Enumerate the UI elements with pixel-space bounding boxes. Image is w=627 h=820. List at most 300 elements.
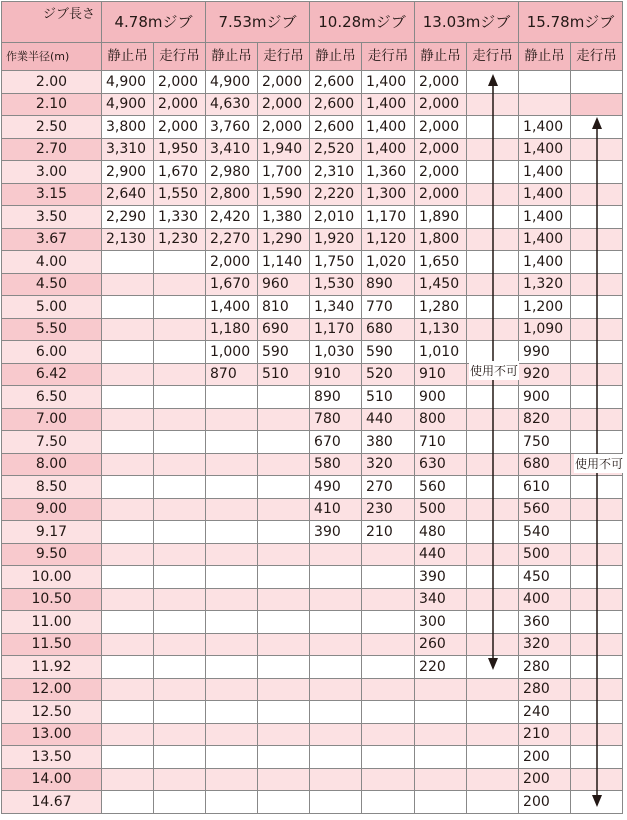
static-lift-header: 静止吊	[310, 43, 362, 71]
radius-cell: 5.00	[2, 296, 102, 319]
travel-load-cell	[154, 386, 206, 409]
table-row	[2, 116, 623, 139]
travel-load-cell: 1,380	[258, 206, 310, 229]
unusable-label-15m: 使用不可	[574, 454, 624, 473]
travel-load-cell	[362, 723, 415, 746]
travel-load-cell	[467, 701, 519, 724]
travel-load-cell: 810	[258, 296, 310, 319]
radius-cell: 3.15	[2, 183, 102, 206]
static-load-cell: 2,000	[415, 93, 467, 116]
travel-load-cell: 1,400	[362, 116, 415, 139]
static-load-cell: 990	[519, 341, 571, 364]
static-load-cell: 1,530	[310, 273, 362, 296]
static-load-cell: 1,650	[415, 251, 467, 274]
static-load-cell: 2,010	[310, 206, 362, 229]
static-load-cell: 610	[519, 476, 571, 499]
static-load-cell	[102, 746, 154, 769]
static-load-cell	[206, 521, 258, 544]
static-load-cell: 410	[310, 498, 362, 521]
static-load-cell: 390	[415, 566, 467, 589]
table-row	[2, 273, 623, 296]
radius-cell: 12.50	[2, 701, 102, 724]
travel-load-cell	[258, 521, 310, 544]
travel-load-cell	[467, 678, 519, 701]
table-row	[2, 701, 623, 724]
table-row	[2, 161, 623, 184]
static-load-cell: 2,600	[310, 93, 362, 116]
travel-load-cell	[362, 633, 415, 656]
static-load-cell: 340	[415, 588, 467, 611]
travel-load-cell: 520	[362, 363, 415, 386]
travel-load-cell	[258, 723, 310, 746]
travel-load-cell	[154, 723, 206, 746]
static-load-cell: 220	[415, 656, 467, 679]
static-load-cell	[102, 318, 154, 341]
table-row	[2, 431, 623, 454]
static-load-cell	[206, 701, 258, 724]
table-row	[2, 251, 623, 274]
static-load-cell: 2,600	[310, 116, 362, 139]
travel-load-cell	[258, 386, 310, 409]
radius-cell: 2.70	[2, 138, 102, 161]
static-load-cell	[310, 678, 362, 701]
travel-load-cell: 230	[362, 498, 415, 521]
travel-load-cell	[154, 431, 206, 454]
static-load-cell	[206, 408, 258, 431]
static-load-cell: 750	[519, 431, 571, 454]
radius-cell: 4.50	[2, 273, 102, 296]
travel-load-cell	[154, 498, 206, 521]
static-load-cell: 1,450	[415, 273, 467, 296]
static-load-cell	[102, 633, 154, 656]
travel-load-cell	[258, 768, 310, 791]
static-load-cell	[102, 453, 154, 476]
static-load-cell: 360	[519, 611, 571, 634]
travel-load-cell	[154, 521, 206, 544]
static-load-cell: 2,270	[206, 228, 258, 251]
travel-load-cell: 1,940	[258, 138, 310, 161]
static-load-cell	[310, 543, 362, 566]
travel-load-cell: 2,000	[258, 71, 310, 94]
radius-cell: 2.10	[2, 93, 102, 116]
static-load-cell	[206, 746, 258, 769]
table-row	[2, 768, 623, 791]
static-load-cell: 500	[415, 498, 467, 521]
travel-load-cell	[467, 723, 519, 746]
arrow-up-icon	[488, 74, 498, 86]
static-load-cell	[102, 431, 154, 454]
arrow-down-icon	[592, 795, 602, 807]
static-load-cell: 2,520	[310, 138, 362, 161]
travel-load-cell: 2,000	[258, 93, 310, 116]
static-load-cell: 1,200	[519, 296, 571, 319]
travel-load-cell	[258, 431, 310, 454]
static-load-cell: 1,800	[415, 228, 467, 251]
travel-load-cell: 2,000	[154, 93, 206, 116]
static-load-cell: 2,000	[415, 161, 467, 184]
static-load-cell: 2,420	[206, 206, 258, 229]
travel-load-cell: 1,950	[154, 138, 206, 161]
static-load-cell: 480	[415, 521, 467, 544]
static-lift-header: 静止吊	[519, 43, 571, 71]
static-load-cell: 780	[310, 408, 362, 431]
travel-lift-header: 走行吊	[571, 43, 623, 71]
travel-load-cell	[362, 543, 415, 566]
static-load-cell: 2,800	[206, 183, 258, 206]
static-load-cell	[206, 566, 258, 589]
static-load-cell	[206, 768, 258, 791]
travel-load-cell: 1,360	[362, 161, 415, 184]
static-load-cell	[102, 611, 154, 634]
travel-load-cell: 1,670	[154, 161, 206, 184]
static-load-cell	[102, 408, 154, 431]
static-load-cell	[310, 566, 362, 589]
static-load-cell	[206, 678, 258, 701]
static-load-cell: 1,750	[310, 251, 362, 274]
travel-load-cell: 1,590	[258, 183, 310, 206]
travel-load-cell: 1,290	[258, 228, 310, 251]
static-load-cell: 540	[519, 521, 571, 544]
table-row	[2, 678, 623, 701]
static-load-cell	[415, 723, 467, 746]
static-load-cell	[102, 723, 154, 746]
static-load-cell: 4,630	[206, 93, 258, 116]
radius-cell: 3.50	[2, 206, 102, 229]
static-load-cell: 1,000	[206, 341, 258, 364]
table-row	[2, 656, 623, 679]
static-load-cell: 1,920	[310, 228, 362, 251]
travel-load-cell	[154, 768, 206, 791]
static-load-cell	[102, 341, 154, 364]
table-row	[2, 228, 623, 251]
static-load-cell: 890	[310, 386, 362, 409]
table-row	[2, 476, 623, 499]
radius-cell: 11.00	[2, 611, 102, 634]
static-load-cell	[206, 633, 258, 656]
travel-load-cell	[258, 453, 310, 476]
table-row	[2, 183, 623, 206]
static-load-cell	[102, 588, 154, 611]
static-load-cell	[206, 723, 258, 746]
jib-header: 15.78mジブ	[519, 2, 623, 43]
radius-cell: 5.50	[2, 318, 102, 341]
static-load-cell	[206, 498, 258, 521]
table-row	[2, 341, 623, 364]
travel-lift-header: 走行吊	[258, 43, 310, 71]
table-row	[2, 723, 623, 746]
static-load-cell	[206, 656, 258, 679]
radius-cell: 11.92	[2, 656, 102, 679]
static-load-cell	[102, 678, 154, 701]
static-load-cell: 1,400	[519, 161, 571, 184]
static-load-cell: 1,090	[519, 318, 571, 341]
static-load-cell	[206, 431, 258, 454]
travel-load-cell: 1,300	[362, 183, 415, 206]
static-load-cell: 1,400	[519, 206, 571, 229]
static-load-cell: 2,290	[102, 206, 154, 229]
travel-load-cell	[362, 678, 415, 701]
travel-load-cell: 770	[362, 296, 415, 319]
radius-cell: 6.42	[2, 363, 102, 386]
static-load-cell: 1,010	[415, 341, 467, 364]
static-load-cell	[206, 386, 258, 409]
static-load-cell: 240	[519, 701, 571, 724]
travel-load-cell	[154, 588, 206, 611]
travel-load-cell	[258, 566, 310, 589]
static-load-cell	[102, 656, 154, 679]
static-load-cell: 1,030	[310, 341, 362, 364]
travel-load-cell: 1,400	[362, 71, 415, 94]
travel-load-cell: 680	[362, 318, 415, 341]
static-load-cell	[310, 746, 362, 769]
table-row	[2, 746, 623, 769]
travel-load-cell: 1,400	[362, 138, 415, 161]
travel-lift-header: 走行吊	[154, 43, 206, 71]
load-table	[1, 1, 623, 814]
static-load-cell	[102, 476, 154, 499]
travel-load-cell: 890	[362, 273, 415, 296]
static-load-cell	[415, 701, 467, 724]
jib-header: 7.53mジブ	[206, 2, 310, 43]
table-row	[2, 408, 623, 431]
static-load-cell	[206, 476, 258, 499]
static-load-cell	[102, 768, 154, 791]
travel-load-cell: 1,230	[154, 228, 206, 251]
static-load-cell: 910	[415, 363, 467, 386]
travel-load-cell	[258, 746, 310, 769]
table-row	[2, 363, 623, 386]
radius-cell: 3.00	[2, 161, 102, 184]
travel-load-cell	[258, 791, 310, 814]
travel-load-cell	[154, 296, 206, 319]
static-load-cell	[102, 566, 154, 589]
table-row	[2, 633, 623, 656]
static-load-cell: 910	[310, 363, 362, 386]
static-load-cell: 2,130	[102, 228, 154, 251]
table-row	[2, 588, 623, 611]
travel-load-cell	[154, 611, 206, 634]
static-load-cell: 320	[519, 633, 571, 656]
static-load-cell: 2,000	[415, 138, 467, 161]
travel-load-cell: 210	[362, 521, 415, 544]
travel-load-cell: 960	[258, 273, 310, 296]
radius-cell: 11.50	[2, 633, 102, 656]
travel-load-cell	[362, 791, 415, 814]
static-load-cell: 560	[415, 476, 467, 499]
static-load-cell: 900	[415, 386, 467, 409]
radius-cell: 4.00	[2, 251, 102, 274]
static-load-cell: 300	[415, 611, 467, 634]
static-load-cell: 870	[206, 363, 258, 386]
static-load-cell: 630	[415, 453, 467, 476]
static-load-cell	[310, 701, 362, 724]
travel-load-cell	[154, 678, 206, 701]
static-load-cell	[310, 633, 362, 656]
static-lift-header: 静止吊	[415, 43, 467, 71]
travel-load-cell	[154, 633, 206, 656]
travel-load-cell	[154, 408, 206, 431]
table-row	[2, 138, 623, 161]
static-load-cell	[415, 791, 467, 814]
travel-load-cell: 1,550	[154, 183, 206, 206]
table-row	[2, 611, 623, 634]
static-load-cell: 2,000	[415, 71, 467, 94]
static-load-cell: 400	[519, 588, 571, 611]
static-load-cell	[519, 71, 571, 94]
travel-load-cell	[258, 701, 310, 724]
unusable-label-13m: 使用不可	[469, 361, 519, 380]
table-row	[2, 453, 623, 476]
travel-load-cell	[154, 251, 206, 274]
travel-load-cell: 1,140	[258, 251, 310, 274]
travel-load-cell	[154, 453, 206, 476]
static-load-cell: 1,170	[310, 318, 362, 341]
static-load-cell: 710	[415, 431, 467, 454]
static-load-cell: 1,130	[415, 318, 467, 341]
static-lift-header: 静止吊	[206, 43, 258, 71]
static-load-cell	[102, 498, 154, 521]
table-row	[2, 498, 623, 521]
radius-cell: 9.17	[2, 521, 102, 544]
static-load-cell	[102, 386, 154, 409]
travel-load-cell	[467, 791, 519, 814]
travel-load-cell: 510	[258, 363, 310, 386]
static-load-cell: 1,400	[519, 138, 571, 161]
travel-load-cell: 2,000	[154, 116, 206, 139]
static-load-cell: 490	[310, 476, 362, 499]
static-load-cell: 580	[310, 453, 362, 476]
static-load-cell: 670	[310, 431, 362, 454]
static-load-cell: 1,340	[310, 296, 362, 319]
travel-load-cell	[258, 678, 310, 701]
travel-load-cell	[154, 318, 206, 341]
radius-cell: 8.50	[2, 476, 102, 499]
travel-load-cell	[362, 701, 415, 724]
static-load-cell	[310, 611, 362, 634]
travel-load-cell: 380	[362, 431, 415, 454]
static-load-cell	[310, 791, 362, 814]
table-row	[2, 566, 623, 589]
static-load-cell	[206, 791, 258, 814]
radius-cell: 2.00	[2, 71, 102, 94]
travel-load-cell	[467, 746, 519, 769]
travel-load-cell	[258, 656, 310, 679]
radius-cell: 8.00	[2, 453, 102, 476]
static-load-cell	[206, 611, 258, 634]
table-row	[2, 93, 623, 116]
static-load-cell	[102, 543, 154, 566]
table-row	[2, 543, 623, 566]
static-load-cell: 1,400	[519, 183, 571, 206]
table-row	[2, 521, 623, 544]
static-load-cell	[102, 791, 154, 814]
static-load-cell: 1,180	[206, 318, 258, 341]
radius-cell: 10.50	[2, 588, 102, 611]
static-load-cell	[102, 296, 154, 319]
static-load-cell: 2,310	[310, 161, 362, 184]
static-load-cell: 3,760	[206, 116, 258, 139]
static-load-cell: 3,410	[206, 138, 258, 161]
travel-load-cell	[362, 746, 415, 769]
travel-load-cell: 590	[258, 341, 310, 364]
static-load-cell: 2,980	[206, 161, 258, 184]
static-load-cell: 1,400	[519, 116, 571, 139]
travel-load-cell	[258, 611, 310, 634]
static-load-cell	[310, 723, 362, 746]
static-load-cell	[519, 93, 571, 116]
static-load-cell: 1,670	[206, 273, 258, 296]
static-load-cell	[206, 543, 258, 566]
table-row	[2, 296, 623, 319]
travel-load-cell: 690	[258, 318, 310, 341]
radius-cell: 2.50	[2, 116, 102, 139]
travel-load-cell	[258, 588, 310, 611]
radius-cell: 10.00	[2, 566, 102, 589]
travel-load-cell	[467, 768, 519, 791]
static-load-cell: 560	[519, 498, 571, 521]
travel-load-cell	[154, 543, 206, 566]
static-load-cell	[102, 701, 154, 724]
radius-corner-label: 作業半径(m)	[2, 43, 102, 71]
static-load-cell: 200	[519, 746, 571, 769]
travel-load-cell	[154, 656, 206, 679]
static-load-cell: 450	[519, 566, 571, 589]
table-row	[2, 791, 623, 814]
travel-load-cell	[258, 476, 310, 499]
jib-header: 13.03mジブ	[415, 2, 519, 43]
static-load-cell	[415, 678, 467, 701]
table-row	[2, 71, 623, 94]
travel-load-cell	[154, 746, 206, 769]
travel-load-cell: 1,400	[362, 93, 415, 116]
static-load-cell: 2,900	[102, 161, 154, 184]
static-load-cell	[310, 588, 362, 611]
static-load-cell: 2,220	[310, 183, 362, 206]
radius-cell: 7.50	[2, 431, 102, 454]
travel-load-cell: 1,700	[258, 161, 310, 184]
static-load-cell: 390	[310, 521, 362, 544]
static-load-cell: 4,900	[102, 93, 154, 116]
radius-cell: 3.67	[2, 228, 102, 251]
travel-load-cell: 1,330	[154, 206, 206, 229]
travel-load-cell	[362, 566, 415, 589]
jib-length-header-row	[2, 2, 623, 43]
static-load-cell: 1,400	[206, 296, 258, 319]
travel-load-cell	[258, 498, 310, 521]
static-load-cell: 2,000	[415, 183, 467, 206]
static-lift-header: 静止吊	[102, 43, 154, 71]
static-load-cell	[206, 588, 258, 611]
static-load-cell: 820	[519, 408, 571, 431]
travel-load-cell	[154, 701, 206, 724]
static-load-cell: 1,400	[519, 228, 571, 251]
static-load-cell: 1,400	[519, 251, 571, 274]
static-load-cell	[102, 521, 154, 544]
static-load-cell	[102, 363, 154, 386]
radius-cell: 12.00	[2, 678, 102, 701]
jib-length-corner-label: ジブ長さ	[2, 2, 102, 43]
static-load-cell: 900	[519, 386, 571, 409]
radius-cell: 6.00	[2, 341, 102, 364]
travel-load-cell: 320	[362, 453, 415, 476]
travel-load-cell	[154, 791, 206, 814]
static-load-cell: 800	[415, 408, 467, 431]
static-load-cell: 280	[519, 678, 571, 701]
travel-load-cell: 270	[362, 476, 415, 499]
travel-load-cell: 440	[362, 408, 415, 431]
travel-load-cell	[154, 566, 206, 589]
static-load-cell: 2,640	[102, 183, 154, 206]
